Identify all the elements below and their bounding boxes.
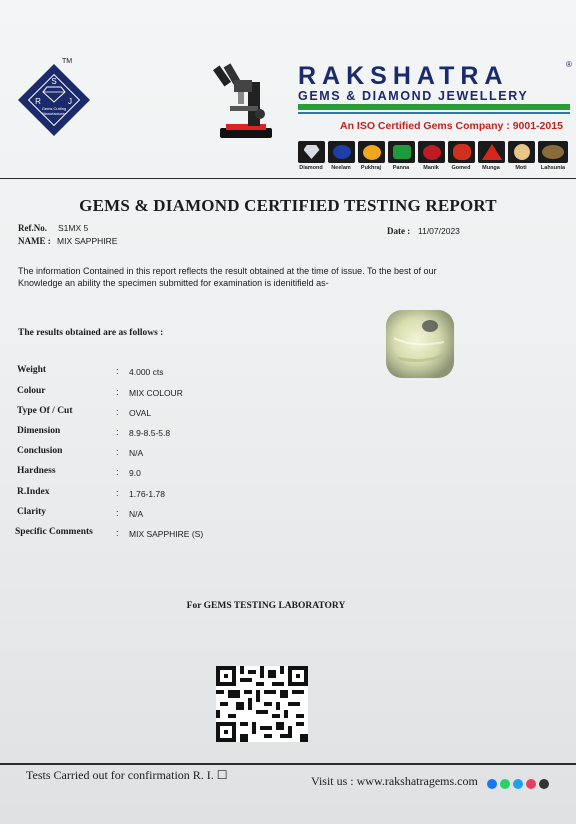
- intro-line: Knowledge an ability the specimen submitted for examination is idenitifield as-: [18, 278, 329, 288]
- divider-bar: [298, 104, 570, 110]
- registered-mark: ®: [566, 60, 572, 69]
- logo-letter-r: R: [35, 97, 41, 106]
- colour-value: MIX COLOUR: [129, 388, 183, 398]
- company-logo: [16, 62, 92, 138]
- name-value: MIX SAPPHIRE: [57, 236, 118, 246]
- report-title: GEMS & DIAMOND CERTIFIED TESTING REPORT: [79, 196, 497, 215]
- footer-divider: [0, 763, 576, 765]
- gem-label: Munga: [482, 165, 500, 171]
- ref-label: Ref.No.: [18, 223, 47, 233]
- r-index-value: 1.76-1.78: [129, 489, 165, 499]
- row-colon: :: [116, 528, 119, 538]
- hardness-label: Hardness: [17, 466, 56, 476]
- youtube-icon[interactable]: [539, 779, 549, 789]
- footer-confirmation-note: Tests Carried out for confirmation R. I. ☐: [26, 768, 228, 782]
- neelam-gem-icon: [328, 141, 355, 163]
- gem-label: Manik: [423, 165, 439, 171]
- name-label: NAME :: [18, 236, 51, 246]
- header-divider: [0, 178, 576, 179]
- specific-comments-value: MIX SAPPHIRE (S): [129, 529, 204, 539]
- facebook-icon[interactable]: [487, 779, 497, 789]
- website-link[interactable]: Visit us : www.rakshatragems.com: [311, 774, 478, 788]
- row-colon: :: [116, 407, 119, 417]
- logo-caption: Gems Cutting Manufacturer: [41, 106, 67, 116]
- moti-gem-icon: [508, 141, 535, 163]
- iso-certification: An ISO Certified Gems Company : 9001-2015: [340, 120, 563, 132]
- type-cut-label: Type Of / Cut: [17, 406, 73, 416]
- intro-line: The information Contained in this report reflects the result obtained at the time of issue. To the best of our: [18, 266, 437, 276]
- row-colon: :: [116, 387, 119, 397]
- row-colon: :: [116, 427, 119, 437]
- instagram-icon[interactable]: [526, 779, 536, 789]
- row-colon: :: [116, 447, 119, 457]
- date-value: 11/07/2023: [418, 226, 460, 236]
- microscope-icon: [212, 62, 280, 142]
- gem-label: Moti: [515, 165, 527, 171]
- type-cut-value: OVAL: [129, 408, 152, 418]
- weight-label: Weight: [17, 365, 47, 375]
- hardness-value: 9.0: [129, 468, 141, 478]
- gem-label: Lahsunia: [540, 165, 566, 171]
- ref-value: S1MX 5: [58, 223, 89, 233]
- conclusion-value: N/A: [129, 448, 144, 458]
- intro-paragraph: [18, 265, 518, 289]
- logo-letter-j: J: [68, 97, 72, 106]
- weight-value: 4.000 cts: [129, 367, 164, 377]
- gem-label: Gomed: [451, 165, 471, 171]
- trademark-mark: TM: [62, 58, 73, 65]
- whatsapp-icon[interactable]: [500, 779, 510, 789]
- row-colon: :: [116, 467, 119, 477]
- gem-label: Diamond: [299, 165, 323, 171]
- panna-gem-icon: [388, 141, 415, 163]
- twitter-icon[interactable]: [513, 779, 523, 789]
- colour-label: Colour: [17, 386, 46, 396]
- r-index-label: R.Index: [17, 487, 50, 497]
- specific-comments-label: Specific Comments: [15, 527, 93, 537]
- gemstone-photo: [384, 308, 456, 380]
- dimension-value: 8.9-8.5-5.8: [129, 428, 171, 438]
- divider-line: [298, 112, 570, 114]
- lab-signature-line: For GEMS TESTING LABORATORY: [186, 601, 346, 611]
- diamond-gem-icon: [298, 141, 325, 163]
- logo-letter-s: S: [51, 77, 57, 86]
- dimension-label: Dimension: [17, 426, 61, 436]
- date-label: Date :: [387, 226, 411, 236]
- gem-label: Pukhraj: [360, 165, 382, 171]
- lahsunia-gem-icon: [538, 141, 568, 163]
- clarity-label: Clarity: [17, 507, 47, 517]
- row-colon: :: [116, 508, 119, 518]
- gomed-gem-icon: [448, 141, 475, 163]
- results-heading: The results obtained are as follows :: [18, 328, 164, 338]
- brand-name: RAKSHATRA: [298, 62, 509, 90]
- brand-tagline: GEMS & DIAMOND JEWELLERY: [298, 89, 529, 103]
- row-colon: :: [116, 488, 119, 498]
- pukhraj-gem-icon: [358, 141, 385, 163]
- row-colon: :: [116, 366, 119, 376]
- clarity-value: N/A: [129, 509, 144, 519]
- conclusion-label: Conclusion: [17, 446, 63, 456]
- munga-gem-icon: [478, 141, 505, 163]
- qr-code: [216, 666, 308, 742]
- gem-label: Panna: [392, 165, 410, 171]
- gem-label: Neelam: [331, 165, 351, 171]
- manik-gem-icon: [418, 141, 445, 163]
